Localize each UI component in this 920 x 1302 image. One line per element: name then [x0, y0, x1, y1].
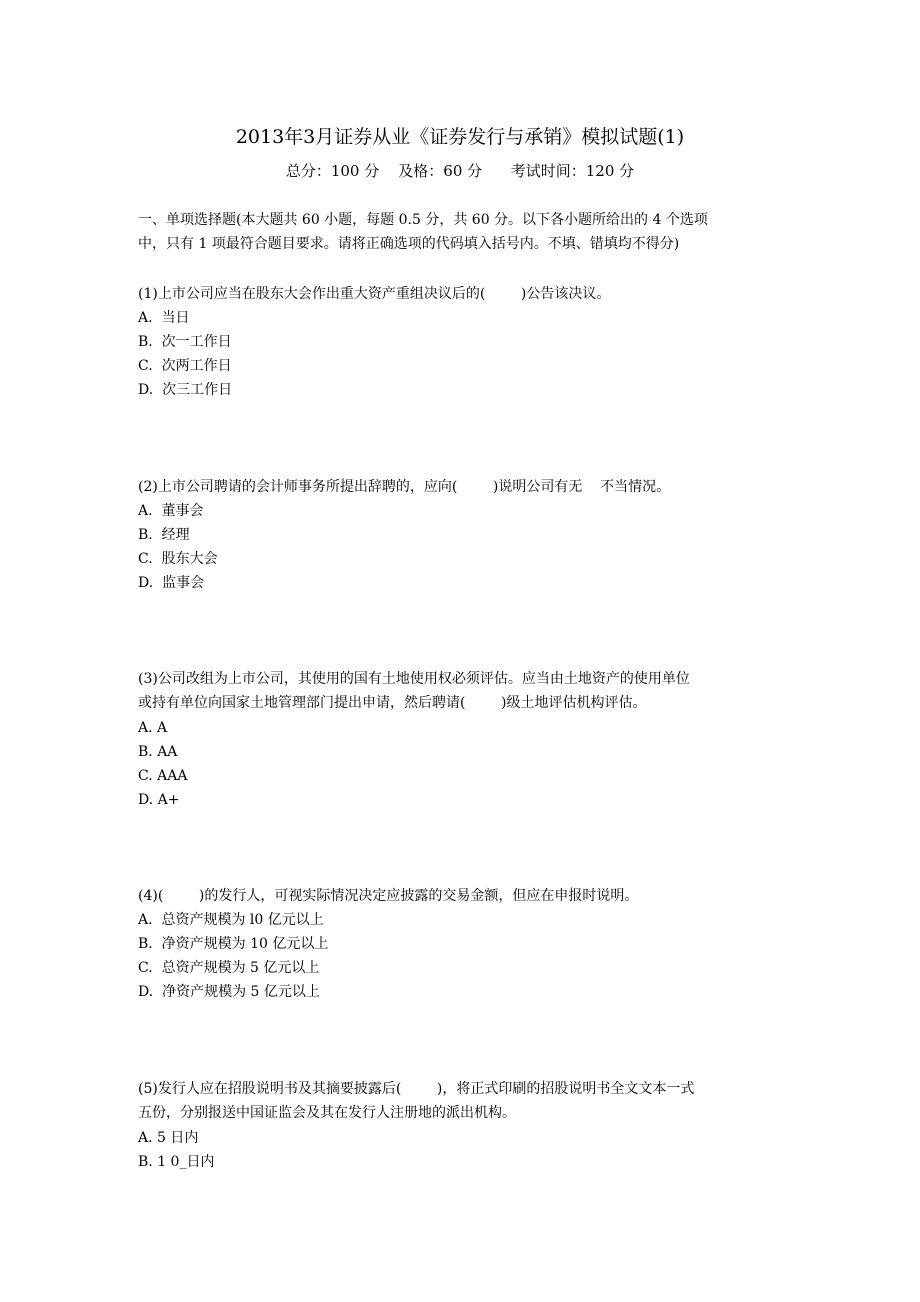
question-3-option-b: B. AA — [138, 744, 178, 760]
question-5-stem-line-2: 五份，分别报送中国证监会及其在发行人注册地的派出机构。 — [138, 1105, 516, 1121]
question-1-option-c: C. 次两工作日 — [138, 358, 232, 374]
question-4-option-d: D. 净资产规模为 5 亿元以上 — [138, 984, 320, 1000]
question-3-option-c: C. AAA — [138, 768, 188, 784]
question-2-option-d: D. 监事会 — [138, 575, 205, 591]
question-1-stem: (1)上市公司应当在股东大会作出重大资产重组决议后的( )公告该决议。 — [138, 286, 611, 302]
question-5-option-a: A. 5 日内 — [138, 1130, 199, 1146]
question-1-option-d: D. 次三工作日 — [138, 382, 233, 398]
question-2-option-c: C. 股东大会 — [138, 551, 218, 567]
question-4-option-a: A. 总资产规模为 l0 亿元以上 — [138, 912, 324, 928]
section-instructions-line-2: 中，只有 1 项最符合题目要求。请将正确选项的代码填入括号内。不填、错填均不得分) — [138, 236, 680, 252]
question-2-stem: (2)上市公司聘请的会计师事务所提出辞聘的，应向( )说明公司有无 不当情况。 — [138, 479, 671, 495]
question-2-option-b: B. 经理 — [138, 527, 190, 543]
question-4-option-c: C. 总资产规模为 5 亿元以上 — [138, 960, 320, 976]
page-title: 2013年3月证券从业《证券发行与承销》模拟试题(1) — [235, 126, 685, 148]
question-1-option-a: A. 当日 — [138, 310, 190, 326]
question-2-option-a: A. 董事会 — [138, 503, 204, 519]
exam-score-info: 总分：100 分 及格：60 分 考试时间：120 分 — [285, 162, 635, 180]
section-instructions-line-1: 一、单项选择题(本大题共 60 小题，每题 0.5 分，共 60 分。以下各小题所给出的 4 个选项 — [138, 212, 708, 228]
question-4-stem: (4)( )的发行人，可视实际情况决定应披露的交易金额，但应在申报时说明。 — [138, 888, 639, 904]
question-4-option-b: B. 净资产规模为 10 亿元以上 — [138, 936, 329, 952]
question-3-option-a: A. A — [138, 720, 168, 736]
question-3-stem-line-2: 或持有单位向国家土地管理部门提出申请，然后聘请( )级土地评估机构评估。 — [138, 695, 647, 711]
question-1-option-b: B. 次一工作日 — [138, 334, 232, 350]
question-5-option-b: B. 1 0_日内 — [138, 1154, 215, 1170]
question-5-stem-line-1: (5)发行人应在招股说明书及其摘要披露后( )，将正式印刷的招股说明书全文文本一式 — [138, 1081, 695, 1097]
question-3-option-d: D. A+ — [138, 792, 180, 808]
question-3-stem-line-1: (3)公司改组为上市公司，其使用的国有土地使用权必须评估。应当由土地资产的使用单位 — [138, 671, 690, 687]
